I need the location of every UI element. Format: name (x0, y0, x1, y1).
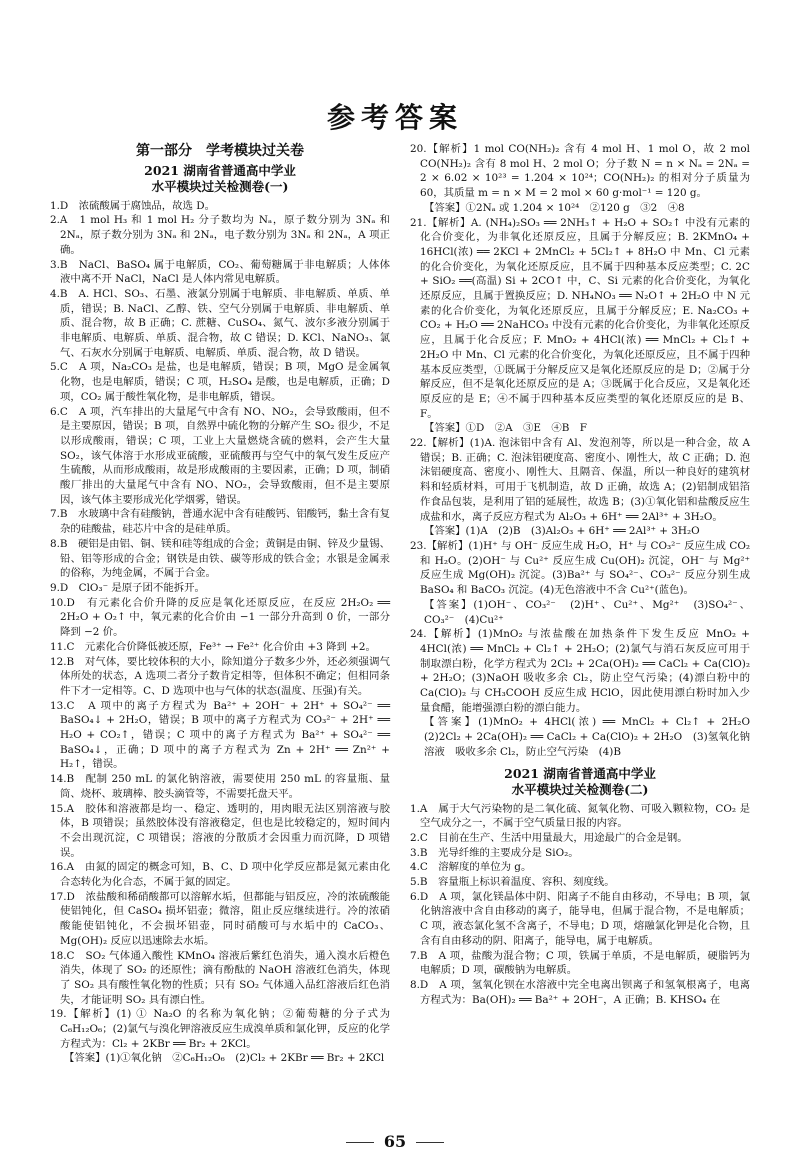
answer-item: 23.【解析】(1)H⁺ 与 OH⁻ 反应生成 H₂O，H⁺ 与 CO₃²⁻ 反应生成 CO₂ 和 H₂O。(2)OH⁻ 与 Cu²⁺ 反应生成 Cu(OH)₂ 沉淀，OH⁻ 与 Mg²⁺ 反应生成 Mg(OH)₂ 沉淀。(3)Ba²⁺ 与 SO₄²⁻、CO₃²⁻ 反应分别生成 BaSO₄ 和 BaCO₃ 沉淀。(4)无色溶液中不含 Cu²⁺(蓝色)。 (410, 539, 750, 597)
answer-item: 11.C 元素化合价降低被还原，Fe³⁺ → Fe²⁺ 化合价由 +3 降到 +2。 (50, 640, 376, 653)
answer-item: 4.B A. HCl、SO₃、石墨、液氯分别属于电解质、非电解质、单质、单质，错误；B. NaCl、乙醇、铁、空气分别属于电解质、非电解质、单质、混合物，故 B 正确；C. 蔗糖、CuSO₄、氮气、波尔多液分别属于非电解质、电解质、单质、混合物，故 C 错误；D. KCl、NaNO₃、氯气、石灰水分别属于电解质、电解质、单质、混合物，故 D 错误。 (50, 287, 390, 359)
answer-item: 14.B 配制 250 mL 的氯化钠溶液，需要使用 250 mL 的容量瓶、量筒、烧杯、玻璃棒、胶头滴管等，不需要托盘天平。 (50, 773, 390, 800)
part-heading: 第一部分 学考模块过关卷 (136, 143, 304, 159)
answer-item: 20.【解析】1 mol CO(NH₂)₂ 含有 4 mol H、1 mol O，故 2 mol CO(NH₂)₂ 含有 8 mol H、2 mol O；分子数 N = n × Nₐ = 2Nₐ = 2 × 6.02 × 10²³ = 1.204 × 10²⁴；CO(NH₂)₂ 的相对分子质量为 60，其质量 m = n × M = 2 mol × 60 g·mol⁻¹ = 120 g。 (410, 143, 750, 200)
answer-item: 2.C 目前在生产、生活中用量最大，用途最广的合金是钢。 (410, 831, 688, 844)
answer-key: 【答案】(1)A (2)B (3)Al₂O₃ + 6H⁺ ══ 2Al³⁺ + 3H₂O (424, 525, 700, 538)
answer-item: 6.D A 项，氯化镁晶体中阴、阳离子不能自由移动，不导电；B 项，氯化钠溶液中含自由移动的离子，能导电，但属于混合物，不是电解质；C 项，液态氯化氢不含离子，不导电；D 项，熔融氯化钾是化合物，且含有自由移动的阴、阳离子，能导电，属于电解质。 (410, 890, 750, 947)
page-footer (0, 1132, 790, 1151)
answer-key: 【答案】(1)OH⁻、CO₃²⁻ (2)H⁺、Cu²⁺、Mg²⁺ (3)SO₄²⁻、CO₃²⁻ (4)Cu²⁺ (424, 598, 750, 626)
answer-key: 【答案】①D ②A ③E ④B F (424, 422, 587, 435)
answer-item: 5.B 容量瓶上标识着温度、容积、刻度线。 (410, 876, 615, 889)
answer-key: 【答案】①2Nₐ 或 1.204 × 10²⁴ ②120 g ③2 ④8 (424, 201, 685, 214)
answer-item: 22.【解析】(1)A. 泡沫铝中含有 Al、发泡剂等，所以是一种合金，故 A 错误；B. 正确；C. 泡沫铝硬度高、密度小、刚性大，故 C 正确；D. 泡沫铝硬度高、密度小、刚性大、且隔音、保温，所以一种良好的建筑材料和轻质材料，可用于飞机制造，故 D 正确，故选 A；(2)铝制成铝箔作食品包装，是利用了铝的延展性，故选 B；(3)①氧化铝和盐酸反应生成盐和水，离子反应方程式为 Al₂O₃ + 6H⁺ ══ 2Al³⁺ + 3H₂O。 (410, 437, 750, 523)
answer-item: 1.A 属于大气污染物的是二氧化硫、氮氧化物、可吸入颗粒物，CO₂ 是空气成分之一，不属于空气质量日报的内容。 (410, 802, 750, 830)
right-column (410, 142, 761, 1007)
answer-key: 【答案】(1)①氧化钠 ②C₆H₁₂O₆ (2)Cl₂ + 2KBr ══ Br₂ + 2KCl (64, 1052, 385, 1065)
exam1-title-line2: 水平模块过关检测卷(一) (151, 178, 289, 194)
footer-dash-left (346, 1142, 374, 1143)
answer-item: 12.B 对气体，要比较体积的大小，除知道分子数多少外，还必须强调气体所处的状态，A 选项二者分子数肯定相等，但体积不确定；但相同条件下才一定相等。C、D 选项中也与气体的状态(温度、压强)有关。 (50, 655, 390, 697)
answer-item: 21.【解析】A. (NH₄)₂SO₃ ══ 2NH₃↑ + H₂O + SO₂↑ 中没有元素的化合价变化，为非氧化还原反应，且属于分解反应；B. 2KMnO₄ + 16HCl(浓) ══ 2KCl + 2MnCl₂ + 5Cl₂↑ + 8H₂O 中 Mn、Cl 元素的化合价变化，为氧化还原反应，且不属于四种基本反应类型；C. 2C + SiO₂ ══(高温) Si + 2CO↑ 中，C、Si 元素的化合价变化，为氧化还原反应，且属于置换反应；D. NH₄NO₃ ══ N₂O↑ + 2H₂O 中 N 元素的化合价变化，为氧化还原反应，且属于分解反应；E. Na₂CO₃ + CO₂ + H₂O ══ 2NaHCO₃ 中没有元素的化合价变化，为非氧化还原反应，且属于化合反应；F. MnO₂ + 4HCl(浓) ══ MnCl₂ + Cl₂↑ + 2H₂O 中 Mn、Cl 元素的化合价变化，为氧化还原反应，且不属于四种基本反应类型，①既属于分解反应又是氧化还原反应的是 D；②属于分解反应，但不是氧化还原反应的是 A；③既属于化合反应，又是氧化还原反应的是 E；④不属于四种基本反应类型的氧化还原反应的是 B、F。 (410, 216, 750, 420)
page-number: 65 (383, 1132, 407, 1151)
answer-item: 17.D 浓盐酸和稀硝酸都可以溶解水垢，但都能与铝反应，冷的浓硫酸能使铝钝化，但 CaSO₄ 损坏铝壶；微溶，阻止反应继续进行。冷的浓硝酸能使铝钝化，不会损坏铝壶，同时硝酸可与水垢中的 CaCO₃、Mg(OH)₂ 反应以迅速除去水垢。 (50, 890, 390, 947)
answer-item: 7.B A 项，盐酸为混合物；C 项，铁属于单质，不是电解质，硬脂钙为电解质；D 项，碳酸钠为电解质。 (410, 949, 750, 977)
answer-item: 2.A 1 mol H₃ 和 1 mol H₂ 分子数均为 Nₐ，原子数分别为 3Nₐ 和 2Nₐ，原子数分别为 3Nₐ 和 2Nₐ，电子数分别为 3Nₐ 和 2Nₐ，A 项正确。 (50, 214, 390, 256)
answer-item: 13.C A 项中的离子方程式为 Ba²⁺ + 2OH⁻ + 2H⁺ + SO₄²⁻ ══ BaSO₄↓ + 2H₂O，错误；B 项中的离子方程式为 CO₃²⁻ + 2H⁺ ══ H₂O + CO₂↑，错误；C 项中的离子方程式为 Ba²⁺ + SO₄²⁻ ══ BaSO₄↓，正确；D 项中的离子方程式为 Zn + 2H⁺ ══ Zn²⁺ + H₂↑，错误。 (50, 699, 390, 771)
answer-item: 16.A 由氮的固定的概念可知，B、C、D 项中化学反应都是氮元素由化合态转化为化合态，不属于氮的固定。 (50, 861, 390, 889)
exam2-title-line1: 2021 湖南省普通高中学业 (504, 765, 656, 781)
answer-key: 【答案】(1)MnO₂ + 4HCl(浓) ══ MnCl₂ + Cl₂↑ + 2H₂O (2)2Cl₂ + 2Ca(OH)₂ ══ CaCl₂ + Ca(ClO)₂ + 2H₂O (3)氢氧化钠溶液 吸收多余 Cl₂，防止空气污染 (4)B (424, 716, 761, 758)
answer-item: 1.D 浓硫酸属于腐蚀品，故选 D。 (50, 199, 215, 212)
answer-item: 3.B NaCl、BaSO₄ 属于电解质，CO₂、葡萄糖属于非电解质；人体体液中离不开 NaCl，NaCl 是人体内常见电解质。 (50, 258, 390, 286)
answer-item: 24.【解析】(1)MnO₂ 与浓盐酸在加热条件下发生反应 MnO₂ + 4HCl(浓) ══ MnCl₂ + Cl₂↑ + 2H₂O；(2)氯气与消石灰反应可用于制取漂白粉，化学方程式为 2Cl₂ + 2Ca(OH)₂ ══ CaCl₂ + Ca(ClO)₂ + 2H₂O；(3)NaOH 吸收多余 Cl₂，防止空气污染；(4)漂白粉中的 Ca(ClO)₂ 与 CH₃COOH 反应生成 HClO，因此使用漂白粉时加入少量食醋，能增强漂白粉的漂白能力。 (410, 628, 750, 714)
answer-item: 9.D ClO₃⁻ 是原子团不能拆开。 (50, 581, 205, 594)
exam2-title-line2: 水平模块过关检测卷(二) (511, 781, 649, 797)
answer-item: 6.C A 项，汽车排出的大量尾气中含有 NO、NO₂，会导致酸雨，但不是主要原因，错误；B 项，自然界中硫化物的分解产生 SO₂ 很少，不足以形成酸雨，错误；C 项，工业上大量燃烧含硫的燃料，会产生大量 SO₂，该气体溶于水形成亚硫酸，亚硫酸再与空气中的氧气发生反应产生硫酸，从而形成酸雨，故是形成酸雨的主要因素，正确；D 项，制硝酸厂排出的大量尾气中含有 NO、NO₂，会导致酸雨，但不是主要原因，该气体主要形成光化学烟雾，错误。 (50, 405, 390, 506)
answer-item: 15.A 胶体和溶液都是均一、稳定、透明的，用肉眼无法区别溶液与胶体，B 项错误；虽然胶体没有溶液稳定，但也是比较稳定的，短时间内不会出现沉淀，C 项错误；溶液的分散质才会因重力而沉降，D 项错误。 (50, 802, 390, 859)
answer-item: 18.C SO₂ 气体通入酸性 KMnO₄ 溶液后紫红色消失，通入溴水后橙色消失，体现了 SO₂ 的还原性；滴有酚酞的 NaOH 溶液红色消失，体现了 SO₂ 具有酸性氧化物的性质；只有 SO₂ 气体通入品红溶液后红色消失，才能证明 SO₂ 具有漂白性。 (50, 949, 390, 1006)
answer-item: 7.B 水玻璃中含有硅酸钠，普通水泥中含有硅酸钙、铝酸钙，黏土含有复杂的硅酸盐，硅芯片中含的是硅单质。 (50, 508, 390, 536)
answer-item: 5.C A 项，Na₂CO₃ 是盐，也是电解质，错误；B 项，MgO 是金属氧化物，也是电解质，错误；C 项，H₂SO₄ 是酸，也是电解质，正确；D 项，CO₂ 属于酸性氧化物，是非电解质，错误。 (50, 361, 390, 403)
answer-item: 4.C 溶解度的单位为 g。 (410, 861, 532, 874)
answer-item: 3.B 光导纤维的主要成分是 SiO₂。 (410, 846, 579, 859)
footer-dash-right (416, 1142, 444, 1143)
answer-item: 8.D A 项，氢氧化钡在水溶液中完全电离出钡离子和氢氧根离子，电离方程式为：Ba(OH)₂ ══ Ba²⁺ + 2OH⁻，A 正确；B. KHSO₄ 在 (410, 978, 750, 1006)
answer-item: 8.B 硬铝是由铝、铜、镁和硅等组成的合金；黄铜是由铜、锌及少量锡、铅、铝等形成的合金；钢铁是由铁、碳等形成的铁合金；水银是金属汞的俗称，为纯金属，不属于合金。 (50, 537, 390, 580)
exam1-title-line1: 2021 湖南省普通高中学业 (144, 162, 296, 178)
answer-item: 19.【解析】(1) ① Na₂O 的名称为氧化钠；②葡萄糖的分子式为 C₆H₁₂O₆；(2)氯气与溴化钾溶液反应生成溴单质和氯化钾，反应的化学方程式为：Cl₂ + 2KBr ══ Br₂ + 2KCl。 (50, 1008, 390, 1050)
answer-item: 10.D 有元素化合价升降的反应是氧化还原反应，在反应 2H₂O₂ ══ 2H₂O + O₂↑ 中，氧元素的化合价由 −1 一部分升高到 0 价，一部分降到 −2 价。 (50, 596, 390, 639)
left-column (50, 142, 390, 1066)
page-title: 参考答案 (326, 101, 463, 134)
